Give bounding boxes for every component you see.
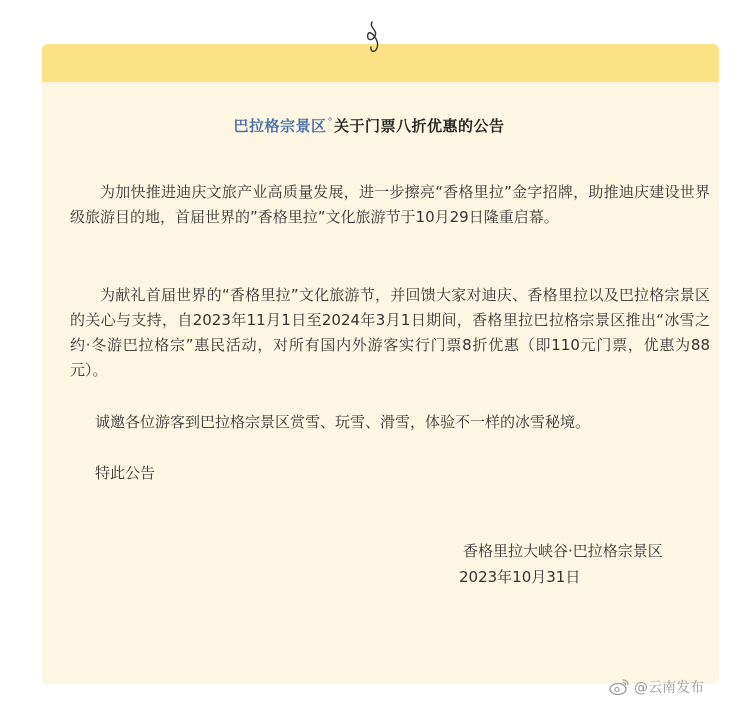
paragraph-offer: 为献礼首届世界的“香格里拉”文化旅游节，并回馈大家对迪庆、香格里拉以及巴拉格宗景区的关心与支持，自2023年11月1日至2024年3月1日期间，香格里拉巴拉格宗景区推出“冰雪之约·冬游巴拉格宗”惠民活动，对所有国内外游客实行门票8折优惠（即110元门票，优惠为88元）。 bbox=[70, 286, 710, 379]
paperclip-icon bbox=[360, 20, 388, 56]
watermark bbox=[608, 676, 732, 698]
paragraph-closing: 特此公告 bbox=[95, 464, 156, 482]
title-mark: ° bbox=[327, 117, 333, 128]
paragraph-intro: 为加快推进迪庆文旅产业高质量发展，进一步擦亮“香格里拉”金字招牌，助推迪庆建设世界级旅游目的地，首届世界的”香格里拉”文化旅游节于10月29日隆重启幕。 bbox=[70, 183, 710, 226]
watermark-text: @云南发布 bbox=[634, 680, 704, 696]
title-main: 关于门票八折优惠的公告 bbox=[334, 117, 505, 135]
notice-title bbox=[0, 115, 738, 136]
paragraph-invitation: 诚邀各位游客到巴拉格宗景区赏雪、玩雪、滑雪，体验不一样的冰雪秘境。 bbox=[95, 413, 591, 431]
weibo-icon bbox=[608, 678, 630, 696]
title-scenic-area: 巴拉格宗景区 bbox=[233, 117, 327, 135]
signature-date: 2023年10月31日 bbox=[459, 568, 581, 586]
signature-issuer: 香格里拉大峡谷·巴拉格宗景区 bbox=[463, 542, 663, 560]
